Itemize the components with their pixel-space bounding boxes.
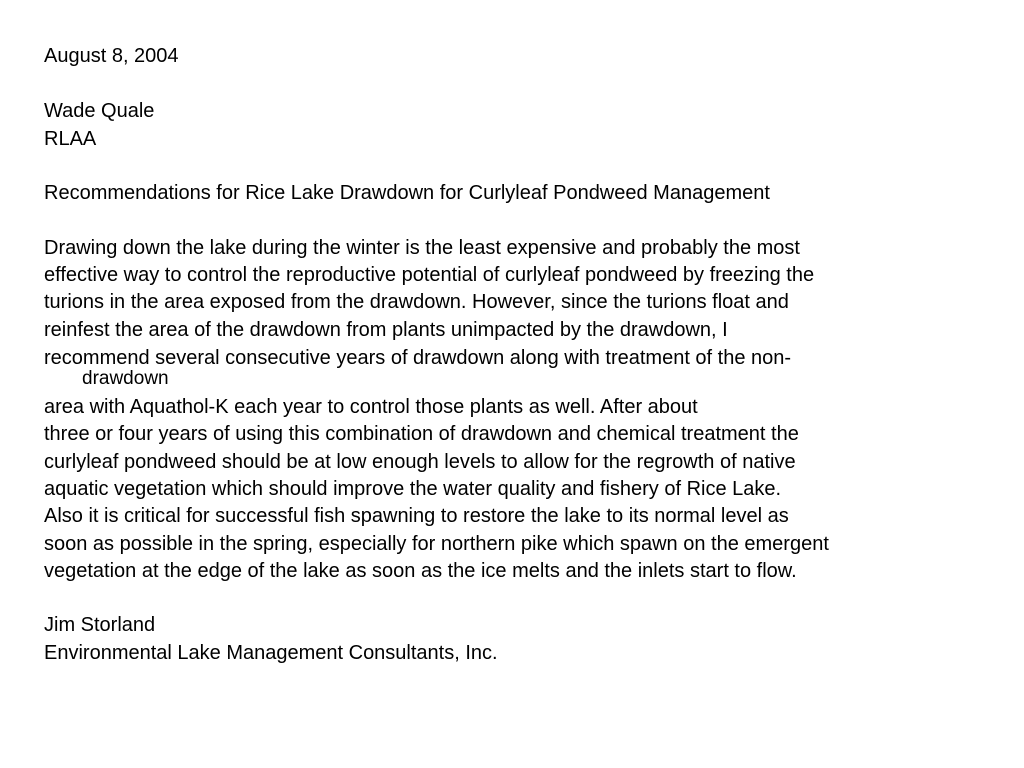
body-line: turions in the area exposed from the drawdown. However, since the turions float and <box>44 291 789 313</box>
letter-page <box>44 0 1004 768</box>
body-line: three or four years of using this combination of drawdown and chemical treatment the <box>44 423 799 445</box>
body-line: soon as possible in the spring, especially for northern pike which spawn on the emergent <box>44 533 829 555</box>
signature-name: Jim Storland <box>44 614 156 636</box>
body-line: vegetation at the edge of the lake as soon as the ice melts and the inlets start to flow. <box>44 560 797 582</box>
recipient-organization: RLAA <box>44 128 97 150</box>
body-line: curlyleaf pondweed should be at low enough levels to allow for the regrowth of native <box>44 451 796 473</box>
body-line: recommend several consecutive years of drawdown along with treatment of the non- <box>44 347 792 369</box>
body-line: effective way to control the reproductive potential of curlyleaf pondweed by freezing the <box>44 264 815 286</box>
body-line: area with Aquathol-K each year to control those plants as well. After about <box>44 396 698 418</box>
letter-date: August 8, 2004 <box>44 45 179 67</box>
body-line: Drawing down the lake during the winter is the least expensive and probably the most <box>44 237 800 259</box>
body-line-continuation: drawdown <box>82 368 169 389</box>
letter-subject: Recommendations for Rice Lake Drawdown for Curlyleaf Pondweed Management <box>44 182 770 204</box>
recipient-name: Wade Quale <box>44 100 155 122</box>
body-line: aquatic vegetation which should improve the water quality and fishery of Rice Lake. <box>44 478 782 500</box>
body-line: reinfest the area of the drawdown from plants unimpacted by the drawdown, I <box>44 319 728 341</box>
signature-organization: Environmental Lake Management Consultants, Inc. <box>44 642 498 664</box>
body-line: Also it is critical for successful fish spawning to restore the lake to its normal level as <box>44 505 789 527</box>
